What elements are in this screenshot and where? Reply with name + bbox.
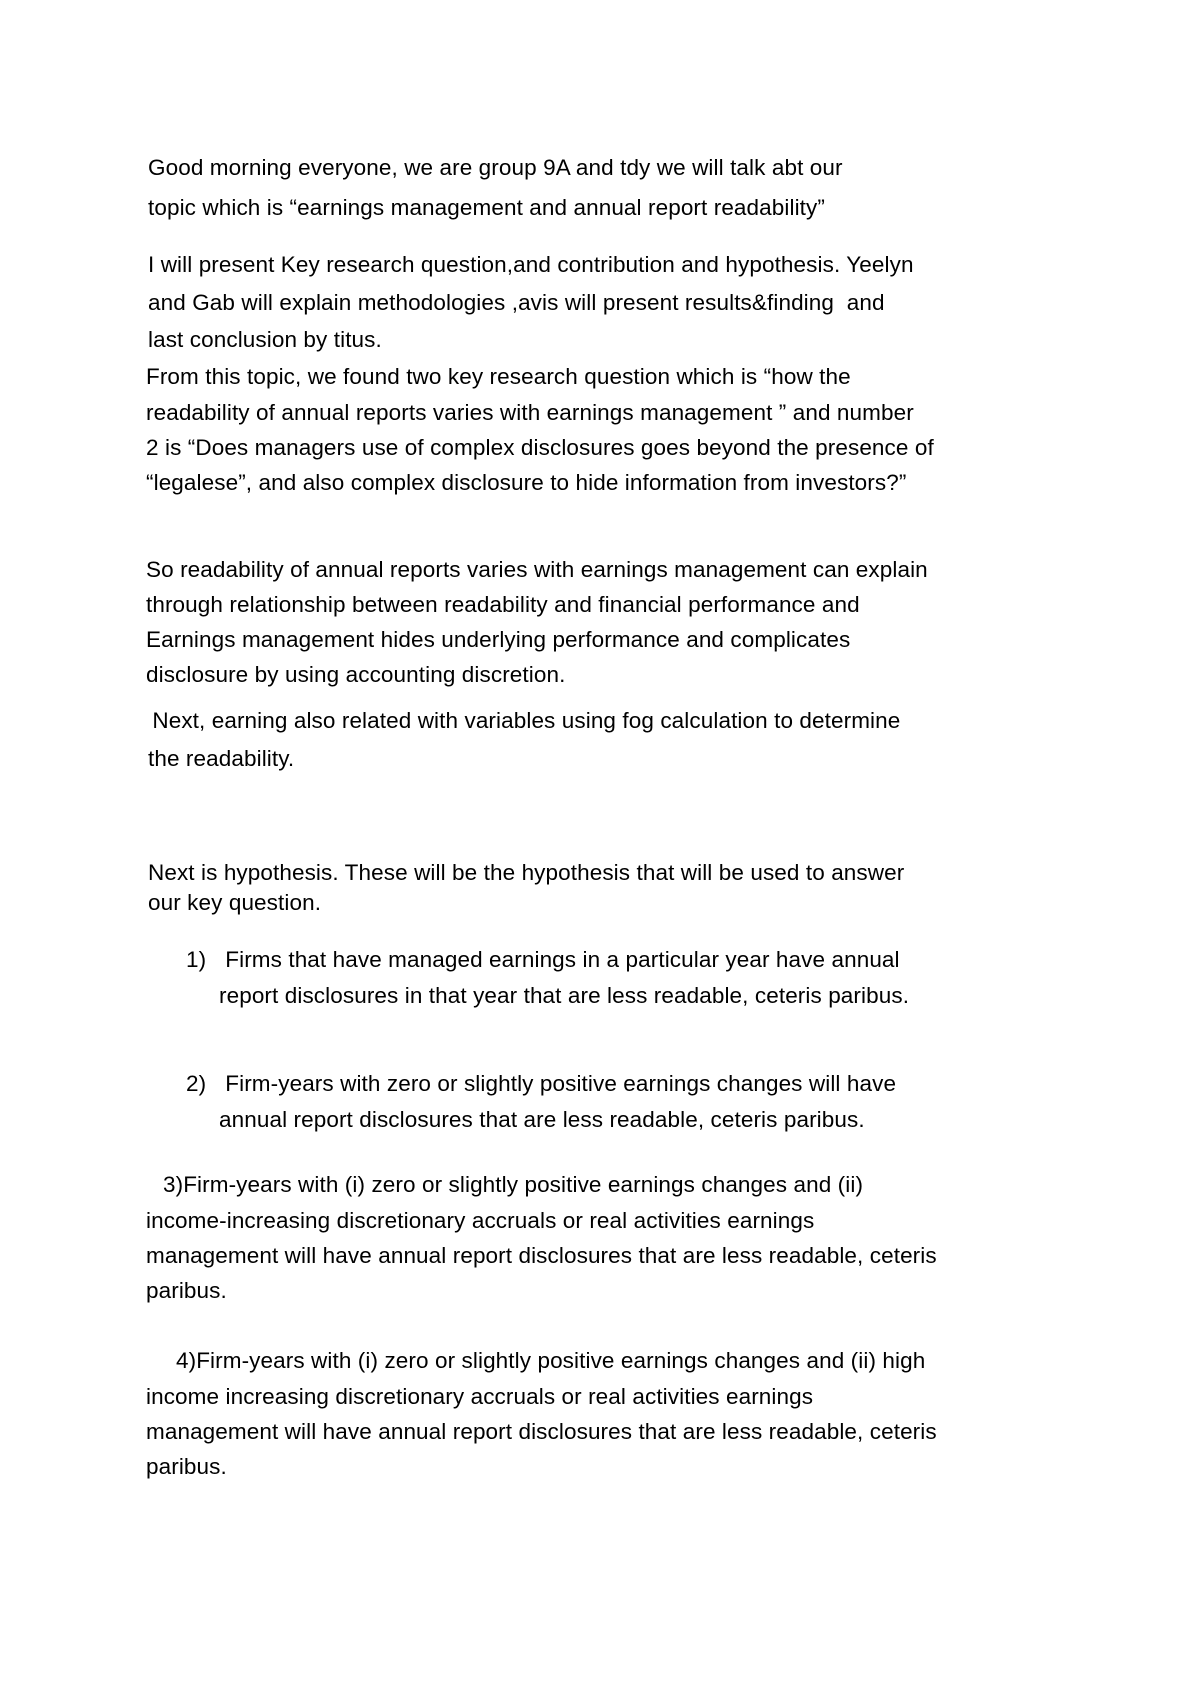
list-item-text: report disclosures in that year that are less readable, ceteris paribus.: [219, 983, 910, 1008]
text-line: “legalese”, and also complex disclosure to hide information from investors?”: [146, 470, 907, 495]
text-line: income increasing discretionary accruals or real activities earnings: [146, 1384, 814, 1409]
text-line: the readability.: [148, 746, 295, 771]
text-line: Next, earning also related with variables using fog calculation to determine: [146, 708, 901, 733]
text-line: From this topic, we found two key research question which is “how the: [146, 364, 851, 389]
text-line: topic which is “earnings management and annual report readability”: [148, 195, 825, 220]
text-line: paribus.: [146, 1278, 227, 1303]
text-line: paribus.: [146, 1454, 227, 1479]
text-line: Next is hypothesis. These will be the hypothesis that will be used to answer: [148, 860, 905, 885]
text-line: 3)Firm-years with (i) zero or slightly positive earnings changes and (ii): [163, 1172, 864, 1197]
text-line: disclosure by using accounting discretion.: [146, 662, 566, 687]
text-line: So readability of annual reports varies with earnings management can explain: [146, 557, 928, 582]
text-line: management will have annual report disclosures that are less readable, ceteris: [146, 1243, 937, 1268]
text-line: last conclusion by titus.: [148, 327, 382, 352]
text-line: income-increasing discretionary accruals or real activities earnings: [146, 1208, 815, 1233]
text-line: 2 is “Does managers use of complex disclosures goes beyond the presence of: [146, 435, 934, 460]
text-line: 4)Firm-years with (i) zero or slightly positive earnings changes and (ii) high: [176, 1348, 926, 1373]
list-item-text: 1) Firms that have managed earnings in a particular year have annual: [186, 947, 900, 972]
text-line: and Gab will explain methodologies ,avis will present results&finding and: [148, 290, 885, 315]
text-line: our key question.: [148, 890, 322, 915]
text-line: through relationship between readability and financial performance and: [146, 592, 860, 617]
text-line: Good morning everyone, we are group 9A and tdy we will talk abt our: [148, 155, 843, 180]
text-line: Earnings management hides underlying performance and complicates: [146, 627, 851, 652]
list-item-text: annual report disclosures that are less readable, ceteris paribus.: [219, 1107, 865, 1132]
text-line: readability of annual reports varies with earnings management ” and number: [146, 400, 914, 425]
text-line: management will have annual report disclosures that are less readable, ceteris: [146, 1419, 937, 1444]
list-item-text: 2) Firm-years with zero or slightly positive earnings changes will have: [186, 1071, 897, 1096]
text-line: I will present Key research question,and contribution and hypothesis. Yeelyn: [148, 252, 914, 277]
